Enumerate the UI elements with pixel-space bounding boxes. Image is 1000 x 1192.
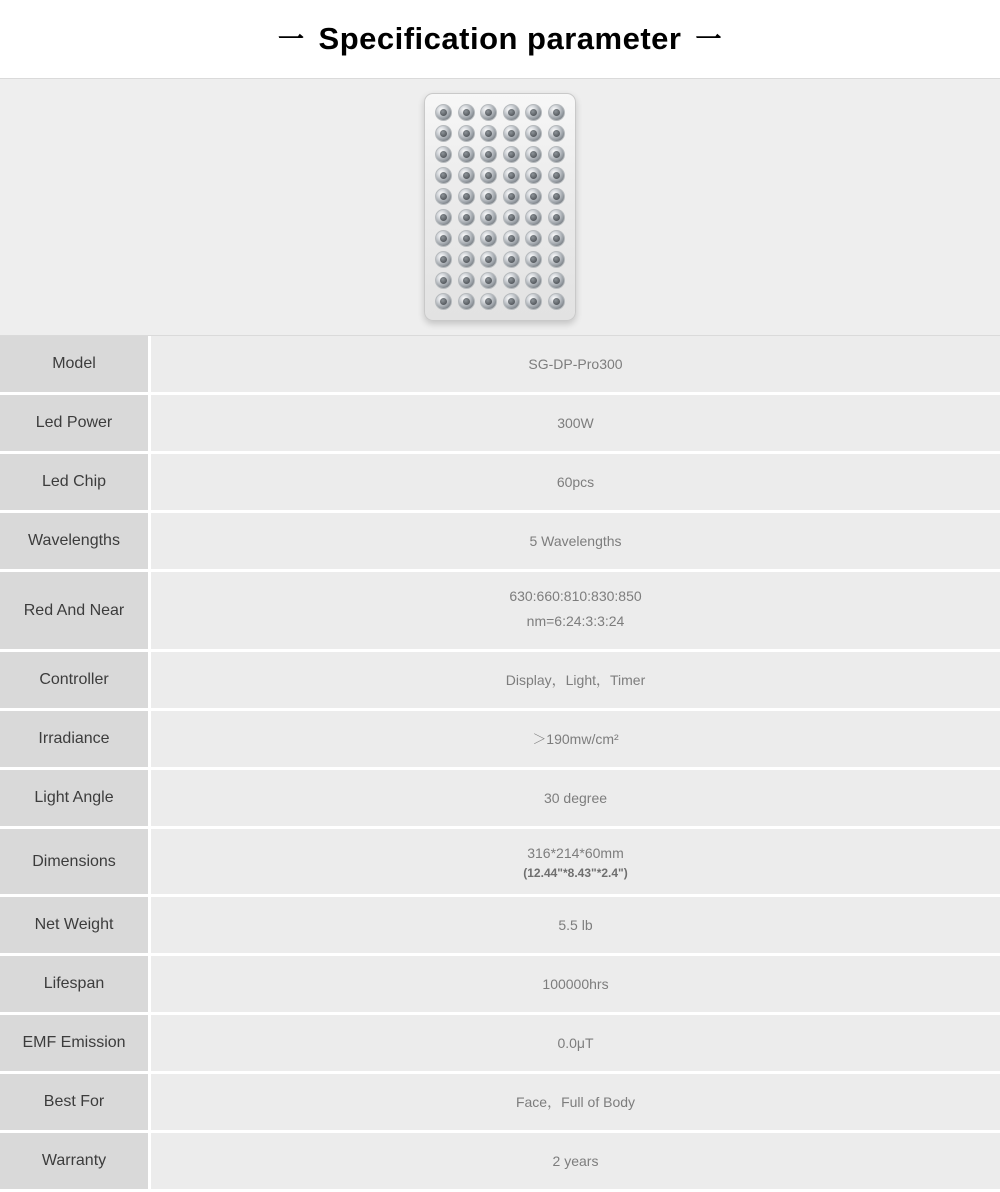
spec-value-text: 2 years (553, 1153, 599, 1169)
led-diode-icon (503, 209, 520, 226)
led-diode-icon (525, 272, 542, 289)
led-diode-icon (458, 146, 475, 163)
spec-value-text: 30 degree (544, 790, 607, 806)
led-diode-icon (503, 167, 520, 184)
spec-label: Controller (0, 651, 150, 710)
spec-value (150, 394, 1000, 453)
led-diode-icon (503, 293, 520, 310)
table-row (0, 1073, 1000, 1132)
led-diode-icon (548, 230, 565, 247)
table-row (0, 512, 1000, 571)
table-row (0, 710, 1000, 769)
spec-value-text: 316*214*60mm (527, 845, 624, 861)
led-diode-icon (548, 209, 565, 226)
led-diode-icon (435, 272, 452, 289)
led-diode-icon (480, 125, 497, 142)
led-diode-icon (435, 104, 452, 121)
page-title-wrap (0, 0, 1000, 78)
led-diode-icon (503, 272, 520, 289)
dash-right-icon: 一 (695, 19, 722, 56)
table-row (0, 1132, 1000, 1191)
led-diode-icon (525, 125, 542, 142)
spec-value (150, 828, 1000, 896)
led-diode-icon (525, 230, 542, 247)
table-row (0, 955, 1000, 1014)
spec-value (150, 571, 1000, 651)
led-diode-icon (548, 272, 565, 289)
table-row (0, 896, 1000, 955)
led-diode-icon (435, 209, 452, 226)
led-diode-icon (480, 104, 497, 121)
led-diode-icon (480, 272, 497, 289)
led-diode-icon (548, 188, 565, 205)
led-diode-icon (458, 293, 475, 310)
led-diode-icon (548, 125, 565, 142)
led-diode-icon (435, 251, 452, 268)
led-diode-icon (525, 104, 542, 121)
led-diode-icon (480, 230, 497, 247)
led-diode-icon (503, 230, 520, 247)
spec-label: Net Weight (0, 896, 150, 955)
table-row (0, 571, 1000, 651)
spec-label: Warranty (0, 1132, 150, 1191)
table-row (0, 336, 1000, 394)
table-row (0, 828, 1000, 896)
spec-label: Model (0, 336, 150, 394)
led-diode-icon (458, 251, 475, 268)
led-diode-icon (525, 251, 542, 268)
spec-value (150, 769, 1000, 828)
led-diode-icon (503, 188, 520, 205)
led-diode-icon (525, 146, 542, 163)
spec-label: Dimensions (0, 828, 150, 896)
led-diode-icon (548, 104, 565, 121)
led-diode-icon (458, 125, 475, 142)
spec-value (150, 512, 1000, 571)
spec-value (150, 955, 1000, 1014)
spec-label: Irradiance (0, 710, 150, 769)
spec-label: Lifespan (0, 955, 150, 1014)
led-diode-icon (435, 125, 452, 142)
spec-value-text: 5.5 lb (558, 917, 592, 933)
specification-table-body (0, 336, 1000, 1191)
led-diode-icon (525, 167, 542, 184)
led-diode-icon (503, 104, 520, 121)
led-diode-icon (503, 125, 520, 142)
led-diode-icon (548, 146, 565, 163)
led-diode-icon (548, 251, 565, 268)
led-diode-icon (435, 146, 452, 163)
dash-left-icon: 一 (278, 19, 305, 56)
led-diode-icon (503, 251, 520, 268)
led-diode-icon (458, 104, 475, 121)
spec-value-text-line2: nm=6:24:3:3:24 (159, 607, 992, 636)
product-device-image (424, 93, 576, 321)
spec-value-text: 5 Wavelengths (529, 533, 621, 549)
page-title-text: Specification parameter (319, 21, 682, 57)
spec-value (150, 1014, 1000, 1073)
table-row (0, 651, 1000, 710)
led-diode-icon (525, 293, 542, 310)
led-diode-icon (435, 188, 452, 205)
spec-label: Wavelengths (0, 512, 150, 571)
spec-value (150, 336, 1000, 394)
led-diode-icon (548, 167, 565, 184)
table-row (0, 1014, 1000, 1073)
spec-value (150, 453, 1000, 512)
spec-value-subtext: (12.44"*8.43"*2.4") (159, 865, 992, 881)
spec-value (150, 1073, 1000, 1132)
spec-value-text: Face，Full of Body (516, 1094, 635, 1110)
led-diode-icon (458, 272, 475, 289)
spec-value-text: SG-DP-Pro300 (528, 356, 622, 372)
spec-label: Light Angle (0, 769, 150, 828)
spec-value-text: ＞190mw/cm² (532, 731, 618, 747)
led-diode-icon (458, 230, 475, 247)
led-diode-icon (480, 293, 497, 310)
spec-label: Best For (0, 1073, 150, 1132)
spec-label: Led Power (0, 394, 150, 453)
led-diode-icon (480, 209, 497, 226)
spec-value-text: 630:660:810:830:850 (509, 588, 641, 604)
spec-value (150, 1132, 1000, 1191)
led-diode-icon (525, 209, 542, 226)
spec-label: EMF Emission (0, 1014, 150, 1073)
led-diode-icon (548, 293, 565, 310)
led-diode-icon (458, 188, 475, 205)
spec-value (150, 651, 1000, 710)
page-title (278, 21, 722, 58)
led-diode-icon (480, 146, 497, 163)
led-diode-icon (435, 167, 452, 184)
led-diode-icon (503, 146, 520, 163)
led-diode-icon (480, 251, 497, 268)
led-diode-icon (435, 293, 452, 310)
spec-value-text: 60pcs (557, 474, 594, 490)
led-diode-icon (458, 209, 475, 226)
spec-value-text: 0.0μT (557, 1035, 593, 1051)
spec-label: Led Chip (0, 453, 150, 512)
spec-value-text: 300W (557, 415, 594, 431)
specification-table (0, 336, 1000, 1192)
spec-value (150, 896, 1000, 955)
led-diode-icon (458, 167, 475, 184)
table-row (0, 453, 1000, 512)
spec-value-text: Display，Light，Timer (506, 672, 646, 688)
led-diode-icon (480, 188, 497, 205)
spec-label: Red And Near (0, 571, 150, 651)
spec-value-text: 100000hrs (542, 976, 608, 992)
led-diode-icon (435, 230, 452, 247)
table-row (0, 394, 1000, 453)
spec-value (150, 710, 1000, 769)
table-row (0, 769, 1000, 828)
product-image-panel (0, 78, 1000, 336)
led-diode-icon (525, 188, 542, 205)
led-diode-icon (480, 167, 497, 184)
